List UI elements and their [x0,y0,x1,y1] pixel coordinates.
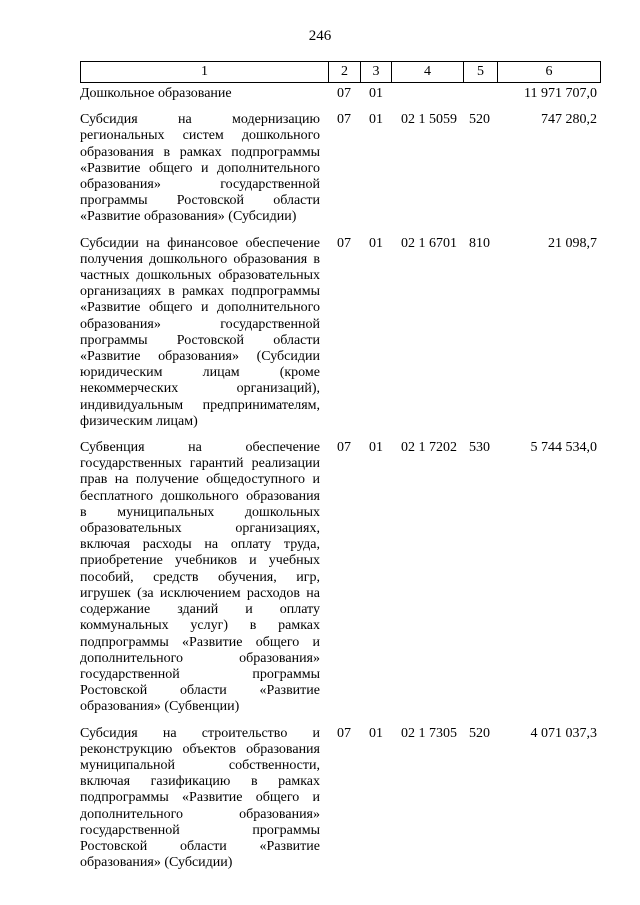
page-number: 246 [308,28,332,44]
row-name: Субсидия на модернизацию региональных систем дошкольного образования в рамках подпрограммы «Развитие общего и дополнительного образования» государственной программы Ростовской области «Развитие образования» (Субсидии) [80,112,320,225]
row-target-code: 02 1 6701 [401,235,457,251]
row-target-code: 02 1 7305 [401,725,457,741]
header-col-1: 1 [81,62,329,82]
table-row [80,86,601,102]
row-name: Субвенция на обеспечение государственных гарантий реализации прав на получение общедоступного и бесплатного дошкольного образования в муниципальных дошкольных образовательных организациях, включая расходы на оплату труда, приобретение учебников и учебных пособий, средств обучения, игр, игрушек (за исключением расходов на содержание зданий и оплату коммунальных услуг) в рамках подпрограммы «Развитие общего и дополнительного образования» государственной программы Ростовской области «Развитие образования» (Субвенции) [80,440,320,715]
row-name: Субсидии на финансовое обеспечение получения дошкольного образования в частных дошкольных образовательных организациях в рамках подпрограммы «Развитие общего и дополнительного образования» государственной программы Ростовской области «Развитие образования» (Субсидии юридическим лицам (кроме некоммерческих организаций), индивидуальным предпринимателям, физическим лицам) [80,235,320,429]
row-subsection: 01 [369,235,383,251]
row-section: 07 [337,86,351,101]
row-target-code: 02 1 7202 [401,440,457,456]
row-amount: 11 971 707,0 [524,86,597,101]
row-amount: 21 098,7 [548,235,597,251]
header-col-5: 5 [464,62,498,82]
row-target-code: 02 1 5059 [401,112,457,128]
row-expense-type: 520 [469,725,490,741]
table-body [80,86,601,881]
row-subsection: 01 [369,86,383,101]
row-section: 07 [337,112,351,128]
row-amount: 4 071 037,3 [530,725,597,741]
row-amount: 747 280,2 [541,112,597,128]
table-header [80,61,601,83]
table-row [80,440,601,715]
table-row [80,236,601,430]
row-name: Субсидия на строительство и реконструкцию объектов образования муниципальной собственности, включая газификацию в рамках подпрограммы «Развитие общего и дополнительного образования» государственной программы Ростовской области «Развитие образования» (Субсидии) [80,725,320,871]
header-col-3: 3 [361,62,392,82]
row-section: 07 [337,235,351,251]
row-amount: 5 744 534,0 [530,440,597,456]
header-col-4: 4 [392,62,464,82]
row-section: 07 [337,725,351,741]
row-section: 07 [337,440,351,456]
table-row [80,726,601,872]
header-col-2: 2 [329,62,361,82]
row-subsection: 01 [369,440,383,456]
row-expense-type: 810 [469,235,490,251]
table-row [80,112,601,225]
header-col-6: 6 [545,64,553,79]
row-subsection: 01 [369,725,383,741]
row-subsection: 01 [369,112,383,128]
row-expense-type: 530 [469,440,490,456]
row-expense-type: 520 [469,112,490,128]
row-name: Дошкольное образование [80,86,232,101]
